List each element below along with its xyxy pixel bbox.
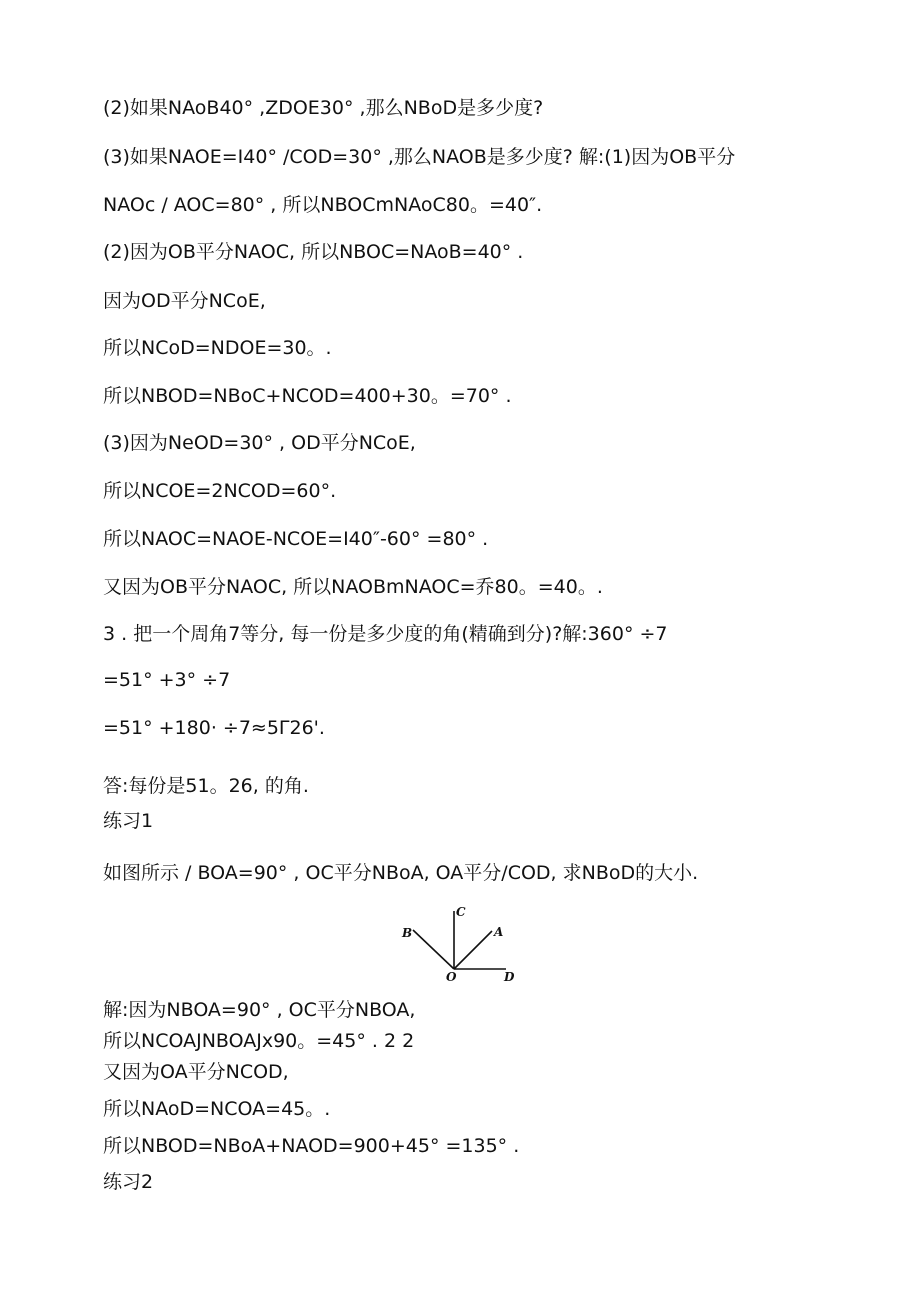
ray-oa — [454, 931, 492, 969]
text-line: =51° +180· ÷7≈5Γ26'. — [103, 717, 325, 739]
text-line: (2)因为OB平分NAOC, 所以NBOC=NAoB=40° . — [103, 241, 524, 263]
text-line: 答:每份是51。26, 的角. — [103, 775, 309, 797]
point-label-o: O — [446, 970, 457, 984]
text-line: 因为OD平分NCoE, — [103, 290, 266, 312]
text-line: 3 . 把一个周角7等分, 每一份是多少度的角(精确到分)?解:360° ÷7 — [103, 623, 668, 645]
text-line: NAOc / AOC=80° , 所以NBOCmNAoC80。=40″. — [103, 194, 543, 216]
text-line: 所以NBOD=NBoC+NCOD=400+30。=70° . — [103, 385, 512, 407]
text-line: 所以NCOAJNBOAJx90。=45° . 2 2 — [103, 1030, 415, 1052]
text-line: (3)如果NAOE=I40° /COD=30° ,那么NAOB是多少度? 解:(1)因为OB平分 — [103, 146, 736, 168]
section-heading: 练习2 — [103, 1171, 154, 1193]
text-line: 所以NBOD=NBoA+NAOD=900+45° =135° . — [103, 1135, 520, 1157]
point-label-b: B — [402, 926, 413, 940]
point-label-d: D — [504, 970, 515, 984]
text-line: (2)如果NAoB40° ,ZDOE30° ,那么NBoD是多少度? — [103, 97, 544, 119]
text-line: 所以NCOE=2NCOD=60°. — [103, 480, 337, 502]
text-line: (3)因为NeOD=30° , OD平分NCoE, — [103, 432, 416, 454]
text-line: 又因为OA平分NCOD, — [103, 1061, 289, 1083]
text-line: =51° +3° ÷7 — [103, 669, 231, 691]
text-line: 所以NAoD=NCOA=45。. — [103, 1098, 331, 1120]
point-label-c: C — [456, 905, 466, 919]
angle-figure — [398, 903, 522, 987]
text-line: 又因为OB平分NAOC, 所以NAOBmNAOC=乔80。=40。. — [103, 576, 603, 598]
section-heading: 练习1 — [103, 810, 154, 832]
text-line: 所以NCoD=NDOE=30。. — [103, 337, 332, 359]
text-line: 解:因为NBOA=90° , OC平分NBOA, — [103, 999, 416, 1021]
text-line: 所以NAOC=NAOE-NCOE=I40″-60° =80° . — [103, 528, 489, 550]
ray-ob — [413, 930, 454, 969]
text-line: 如图所示 / BOA=90° , OC平分NBoA, OA平分/COD, 求NBoD的大小. — [103, 862, 699, 884]
point-label-a: A — [494, 925, 504, 939]
